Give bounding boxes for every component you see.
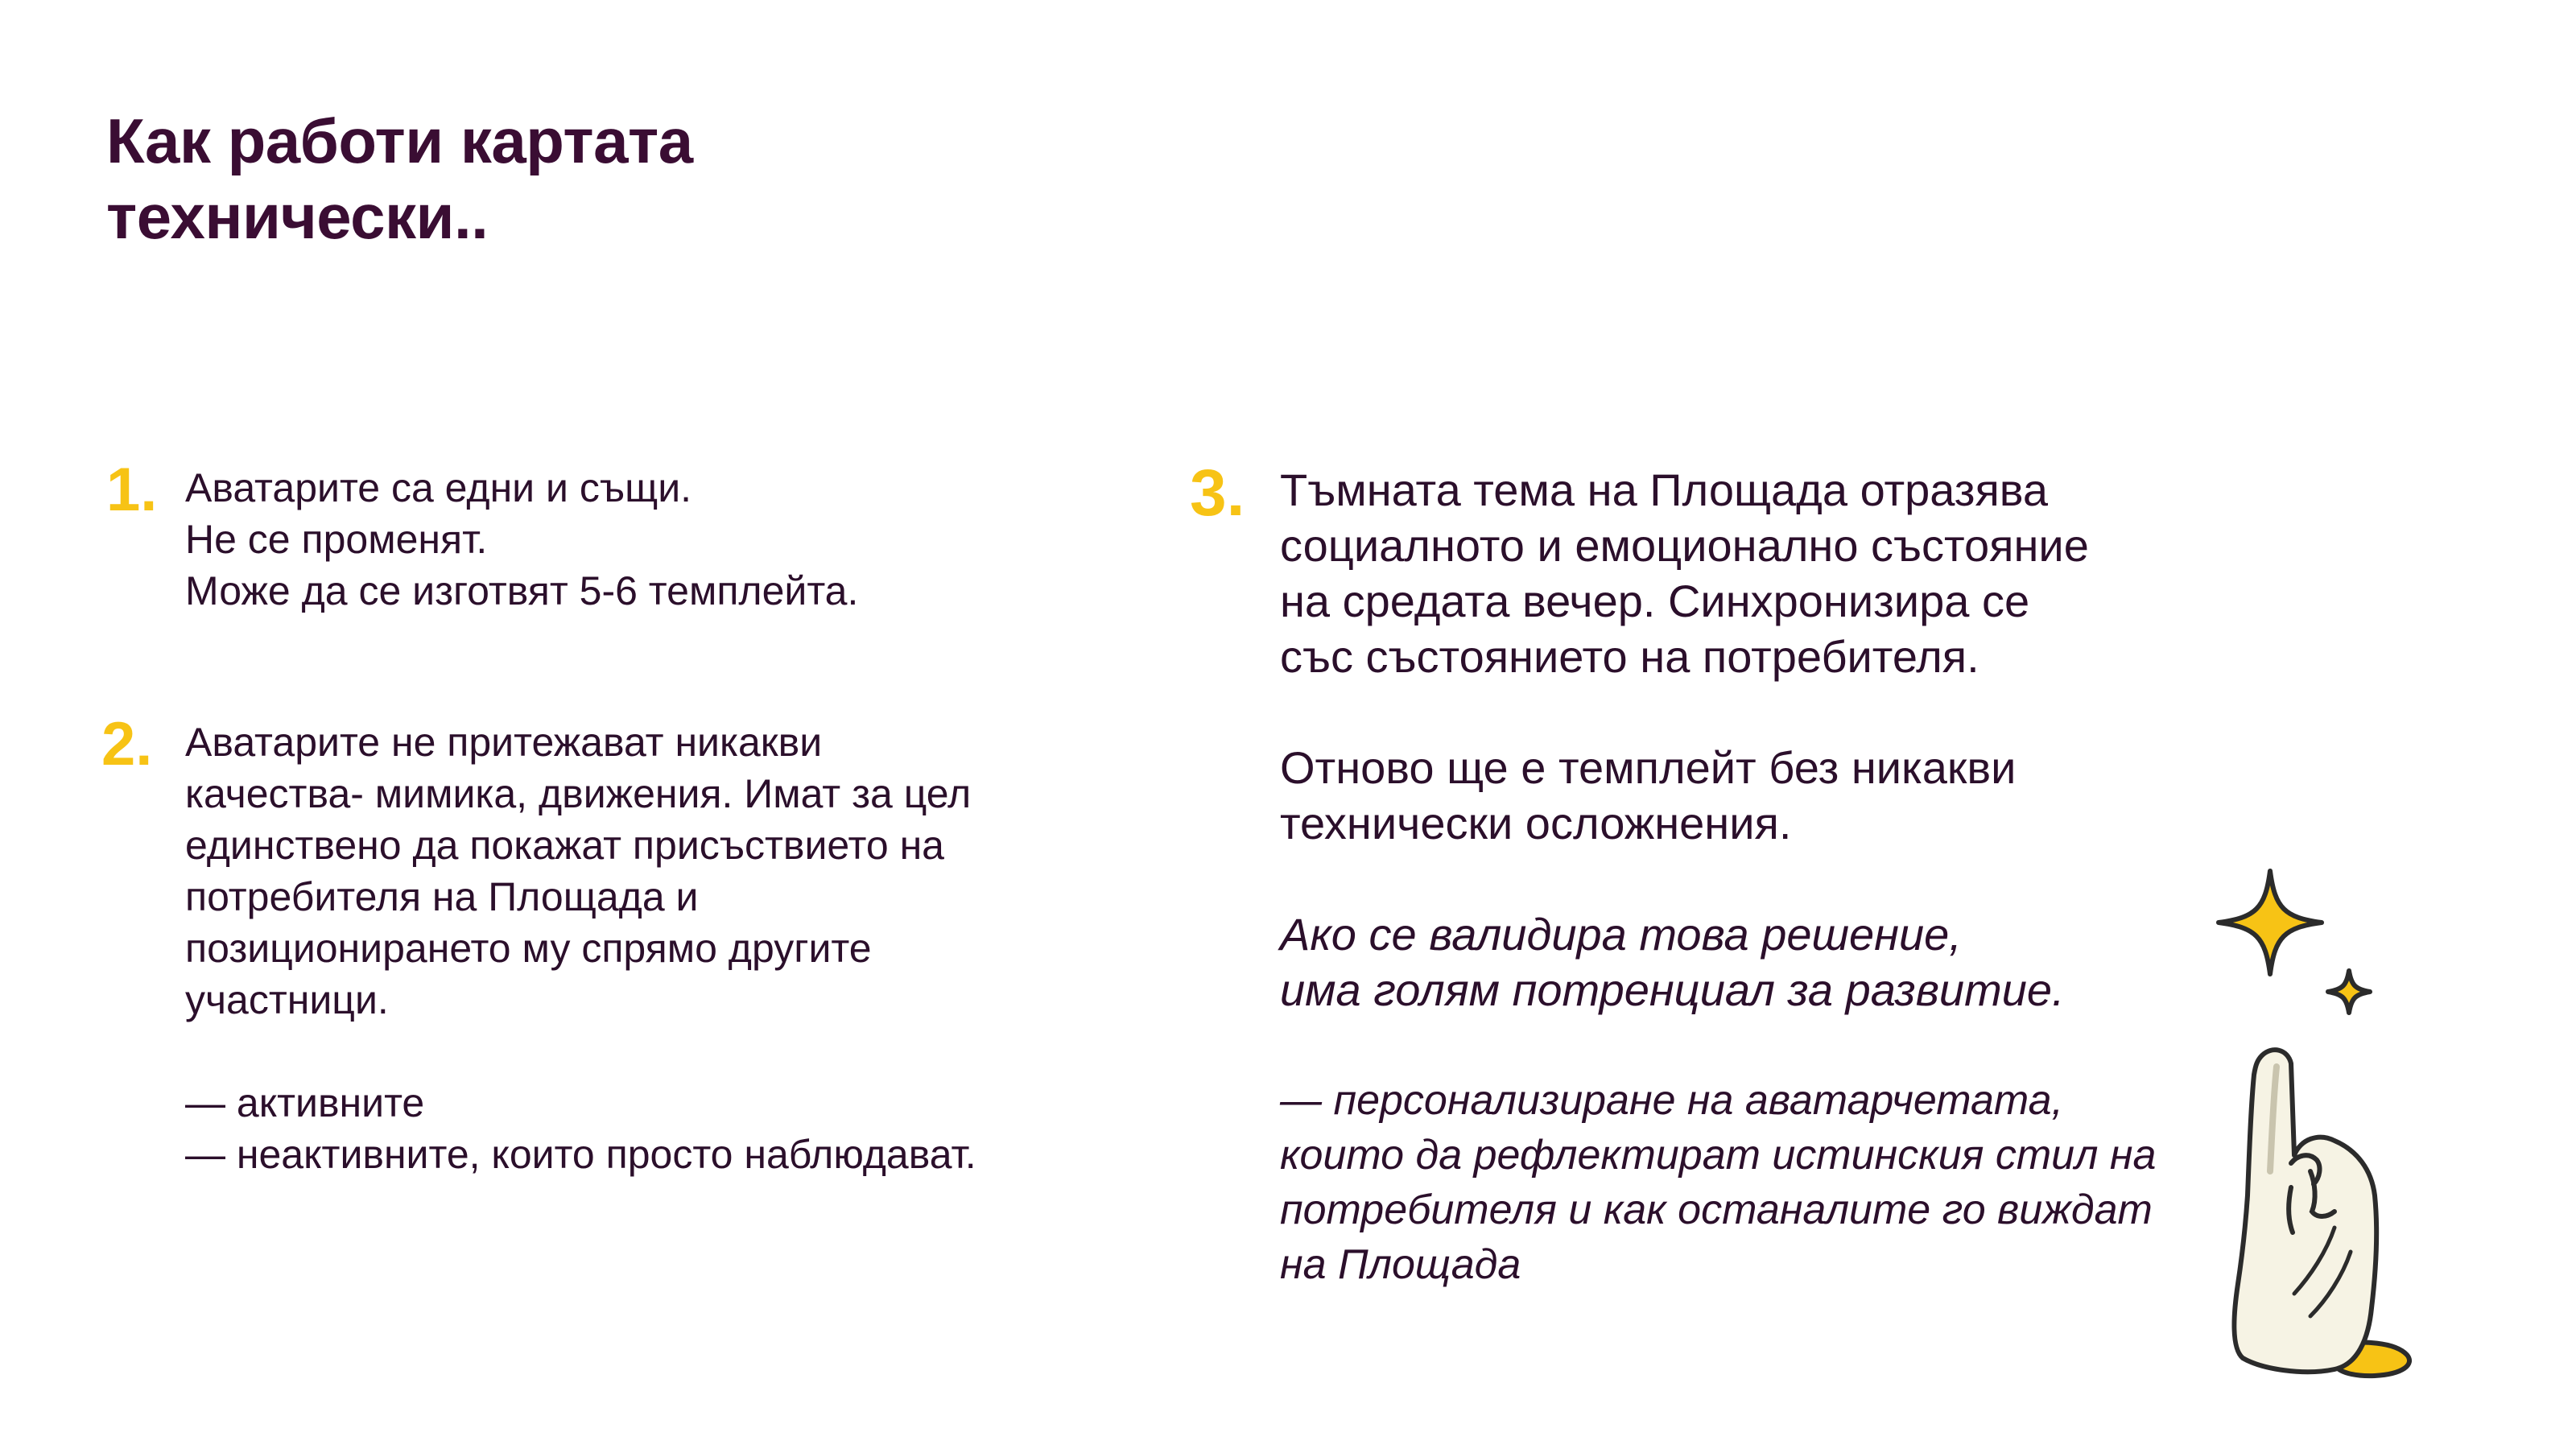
item-3-italic-line: има голям потренциал за развитие. — [1280, 964, 2065, 1015]
item-number-1: 1. — [106, 456, 158, 524]
spacer — [1280, 1018, 2156, 1073]
item-2-list-item: — неактивните, които просто наблюдават. — [185, 1132, 976, 1177]
pointing-hand-icon — [2214, 1042, 2423, 1381]
item-1-text — [185, 462, 858, 617]
item-2-line: качества- мимика, движения. Имат за цел — [185, 771, 972, 816]
item-3-line: на средата вечер. Синхронизира се — [1280, 576, 2030, 626]
item-3-note-line: — персонализиране на аватарчетата, — [1280, 1077, 2063, 1124]
item-3-line: Тъмната тема на Площада отразява — [1280, 464, 2049, 515]
item-3-line: със състоянието на потребителя. — [1280, 631, 1979, 682]
item-2-line: участници. — [185, 977, 389, 1022]
small-sparkle-icon — [2328, 971, 2370, 1013]
large-sparkle-icon — [2219, 871, 2322, 974]
item-2-line: единствено да покажат присъствието на — [185, 823, 944, 868]
item-number-2: 2. — [101, 710, 153, 778]
item-1-line: Може да се изготвят 5-6 темплейта. — [185, 568, 859, 613]
item-3-note-line: потребителя и как останалите го виждат — [1280, 1187, 2153, 1233]
item-3-line: технически осложнения. — [1280, 798, 1792, 848]
page-title — [106, 103, 693, 254]
item-1-line: Не се променят. — [185, 517, 488, 562]
item-2-list-item: — активните — [185, 1080, 425, 1125]
item-3-note-line: които да рефлектират истинския стил на — [1280, 1132, 2157, 1179]
title-line: технически.. — [106, 181, 489, 252]
item-3-text — [1280, 462, 2156, 1292]
item-2-line: потребителя на Площада и — [185, 874, 699, 919]
spacer — [1280, 851, 2156, 906]
spacer — [1280, 684, 2156, 740]
item-3-line: Отново ще е темплейт без никакви — [1280, 742, 2017, 793]
item-3-line: социалното и емоционално състояние — [1280, 520, 2089, 571]
item-3-italic-line: Ако се валидира това решение, — [1280, 909, 1962, 960]
item-1-line: Аватарите са едни и същи. — [185, 465, 692, 510]
item-2-line: Аватарите не притежават никакви — [185, 720, 823, 765]
sparkles-icon — [2214, 861, 2391, 1022]
item-number-3: 3. — [1190, 456, 1245, 530]
spacer — [185, 1026, 976, 1077]
item-3-note-line: на Площада — [1280, 1241, 1521, 1288]
item-2-text — [185, 716, 976, 1180]
title-line: Как работи картата — [106, 105, 693, 176]
item-2-line: позиционирането му спрямо другите — [185, 926, 872, 971]
